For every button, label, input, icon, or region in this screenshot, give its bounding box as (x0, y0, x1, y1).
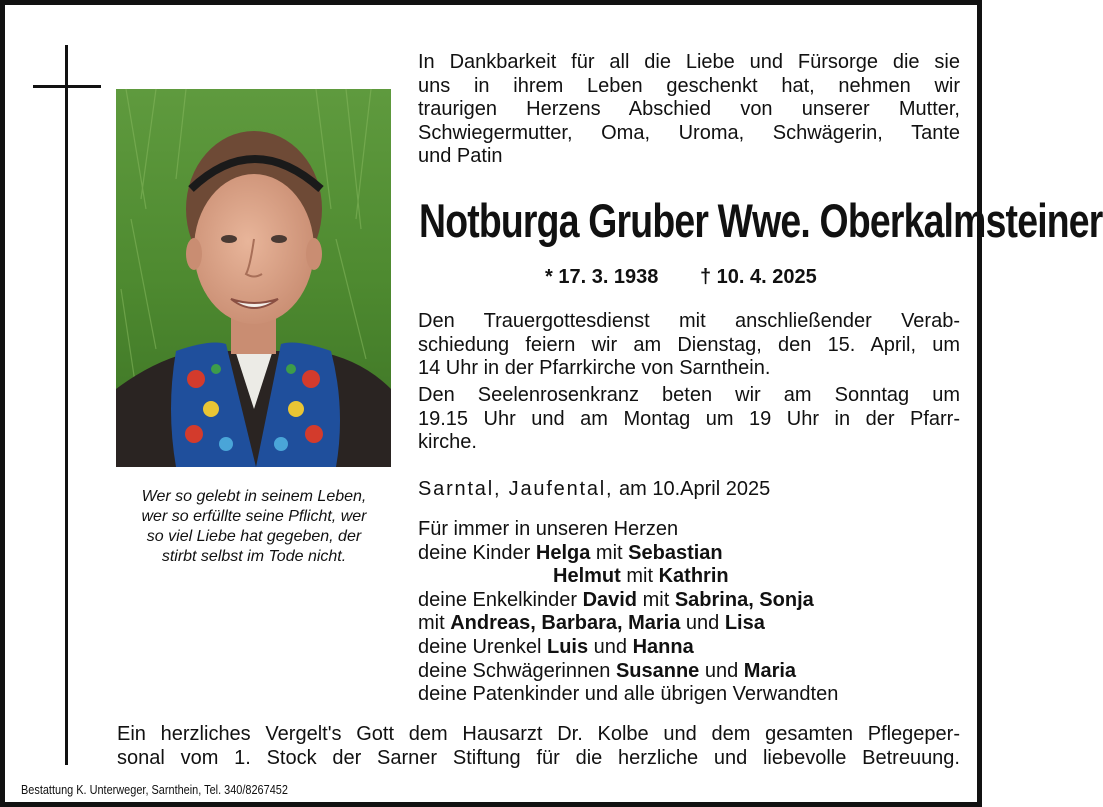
und-text: und (685, 612, 720, 635)
death-date: † 10. 4. 2025 (700, 266, 817, 288)
poem-line: so viel Liebe hat gegeben, der (146, 528, 362, 545)
mourner-name: Luis (546, 635, 589, 658)
mourner-name: Susanne (615, 659, 700, 682)
mit-text: mit (418, 612, 445, 635)
mourners-line (418, 636, 838, 660)
intro-line: In Dankbarkeit für all die Liebe und Fürsorge die sie (418, 51, 960, 73)
intro-line: Schwiegermutter, Oma, Uroma, Schwägerin, Tante (418, 121, 960, 144)
intro-text (418, 51, 960, 169)
memorial-poem (113, 487, 395, 567)
mourner-name: Helmut (553, 565, 621, 588)
und-text: und (593, 635, 628, 658)
mourners-line (418, 565, 838, 589)
funeral-line: Den Trauergottesdienst mit anschließender Verab- (418, 310, 960, 332)
rosary-line: 19.15 Uhr und am Montag um 19 Uhr in der Pfarr- (418, 407, 960, 430)
funeral-home-footer: Bestattung K. Unterweger, Sarnthein, Tel. 340/8267452 (21, 782, 288, 797)
mourners-list (418, 518, 838, 707)
funeral-info (418, 310, 960, 381)
place-date: am 10.April 2025 (618, 478, 771, 500)
mit-text: mit (642, 588, 670, 611)
mourner-name: Maria (743, 659, 797, 682)
deceased-name: Notburga Gruber Wwe. Oberkalmsteiner (419, 194, 1103, 247)
sisters-prefix: deine Schwägerinnen (418, 659, 611, 682)
grand-prefix: deine Enkelkinder (418, 588, 577, 611)
mourner-name: Andreas, Barbara, Maria (450, 612, 681, 635)
intro-line: uns in ihrem Leben geschenkt hat, nehmen wir (418, 74, 960, 97)
portrait-photo (116, 89, 391, 467)
thanks-line: sonal vom 1. Stock der Sarner Stiftung für die herzliche und liebevolle Betreuung. (117, 747, 960, 769)
mourners-line: deine Patenkinder und alle übrigen Verwandten (418, 683, 839, 706)
life-dates (545, 265, 845, 289)
rosary-line: Den Seelenrosenkranz beten wir am Sonntag um (418, 384, 960, 406)
poem-line: stirbt selbst im Tode nicht. (161, 548, 347, 565)
mourners-header: Für immer in unseren Herzen (418, 518, 679, 540)
great-prefix: deine Urenkel (418, 635, 542, 658)
mourner-name: Lisa (724, 612, 765, 635)
thanks-text (117, 722, 960, 770)
thanks-line: Ein herzliches Vergelt's Gott dem Hausarzt Dr. Kolbe und dem gesamten Pflegeper- (117, 723, 960, 745)
poem-line: wer so erfüllte seine Pflicht, wer (141, 508, 367, 525)
intro-line: traurigen Herzens Abschied von unserer Mutter, (418, 98, 960, 120)
mourners-line (418, 589, 838, 613)
mourners-line (418, 542, 838, 566)
birth-date: * 17. 3. 1938 (545, 266, 659, 288)
mourner-name: Sebastian (628, 541, 723, 564)
mourners-line (418, 612, 838, 636)
kids-prefix: deine Kinder (418, 541, 531, 564)
mit-text: mit (626, 565, 654, 588)
mourners-line (418, 660, 838, 684)
mourner-name: Sabrina, Sonja (674, 588, 814, 611)
mourner-name: Helga (535, 541, 591, 564)
place-and-date (418, 477, 770, 501)
poem-line: Wer so gelebt in seinem Leben, (141, 488, 367, 505)
rosary-info (418, 384, 960, 455)
cross-icon (65, 45, 68, 765)
und-text: und (704, 659, 739, 682)
mit-text: mit (595, 541, 623, 564)
cross-icon-bar (33, 85, 101, 88)
funeral-line: 14 Uhr in der Pfarrkirche von Sarnthein. (418, 357, 771, 379)
mourner-name: Kathrin (658, 565, 729, 588)
funeral-line: schiedung feiern wir am Dienstag, den 15. April, um (418, 333, 960, 356)
intro-line: und Patin (418, 145, 503, 167)
place-location: Sarntal, Jaufental, (418, 478, 614, 500)
mourner-name: Hanna (632, 635, 694, 658)
rosary-line: kirche. (418, 431, 477, 453)
mourner-name: David (582, 588, 638, 611)
